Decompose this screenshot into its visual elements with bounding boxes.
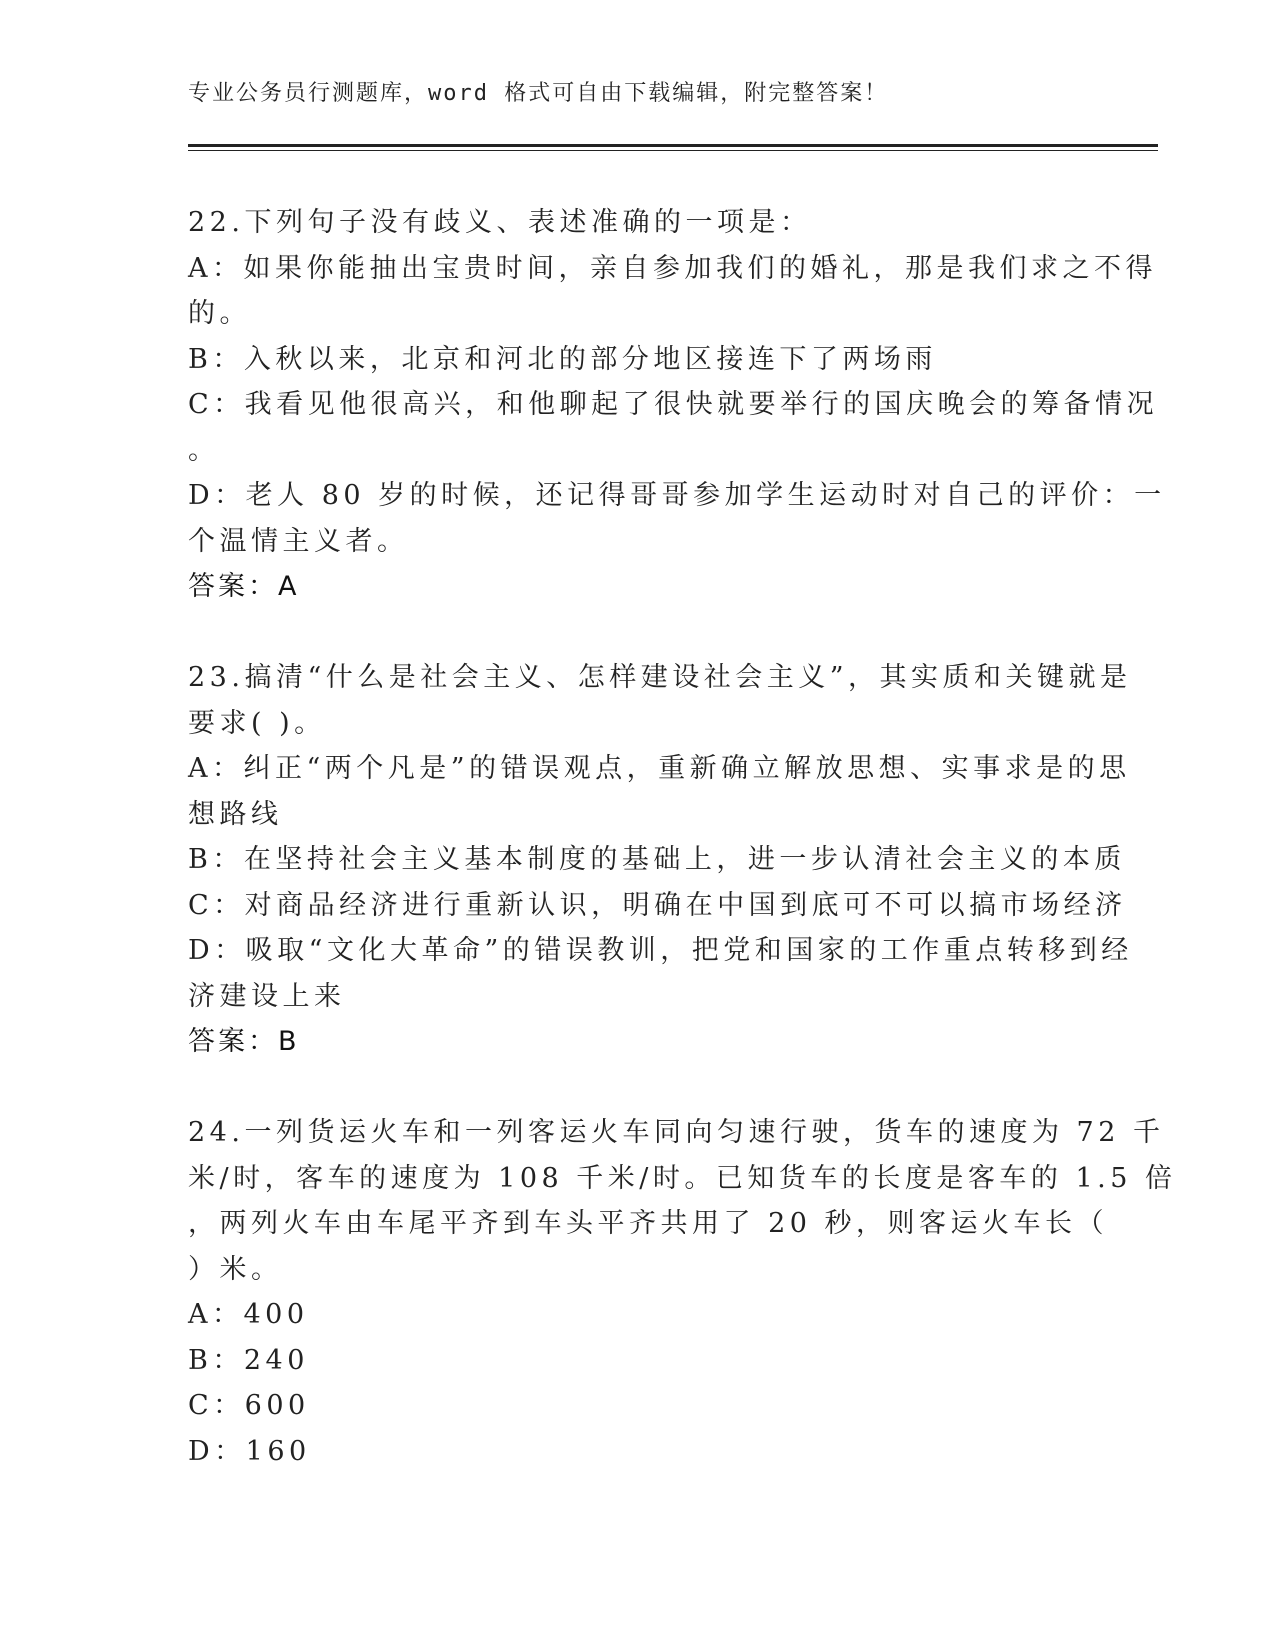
- question-line: ，两列火车由车尾平齐到车头平齐共用了 20 秒，则客运火车长（: [188, 1208, 1109, 1239]
- question-line: 米/时，客车的速度为 108 千米/时。已知货车的长度是客车的 1.5 倍: [188, 1162, 1177, 1194]
- header-rule-thick: [188, 144, 1158, 147]
- spacer: [188, 1065, 1088, 1111]
- spacer: [188, 610, 1088, 656]
- question-line: A：如果你能抽出宝贵时间，亲自参加我们的婚礼，那是我们求之不得: [188, 252, 1157, 284]
- question-line: 。: [188, 434, 220, 466]
- question-line: D：老人 80 岁的时候，还记得哥哥参加学生运动时对自己的评价：一: [188, 480, 1166, 511]
- page-header: 专业公务员行测题库，word 格式可自由下载编辑，附完整答案！: [188, 81, 889, 106]
- question-line: 济建设上来: [188, 980, 346, 1012]
- question-line: 23.搞清“什么是社会主义、怎样建设社会主义”，其实质和关键就是: [188, 662, 1132, 693]
- question-line: 24.一列货运火车和一列客运火车同向匀速行驶，货车的速度为 72 千: [188, 1117, 1165, 1148]
- answer-label: 答案：B: [188, 1026, 300, 1057]
- question-24: [188, 1110, 1177, 1474]
- question-line: A：纠正“两个凡是”的错误观点，重新确立解放思想、实事求是的思: [188, 753, 1131, 784]
- question-line: 个温情主义者。: [188, 525, 409, 557]
- question-line: 想路线: [188, 798, 283, 830]
- question-line: D：吸取“文化大革命”的错误教训，把党和国家的工作重点转移到经: [188, 935, 1133, 966]
- answer-label: 答案：A: [188, 571, 300, 602]
- question-line: C：我看见他很高兴，和他聊起了很快就要举行的国庆晚会的筹备情况: [188, 389, 1159, 420]
- question-line: ）米。: [188, 1253, 283, 1285]
- question-line: 22.下列句子没有歧义、表述准确的一项是：: [188, 207, 812, 238]
- header-rule-thin: [188, 150, 1158, 151]
- question-line: B：在坚持社会主义基本制度的基础上，进一步认清社会主义的本质: [188, 844, 1126, 875]
- question-line: D：160: [188, 1435, 311, 1467]
- question-line: B：240: [188, 1344, 309, 1376]
- question-line: 的。: [188, 298, 251, 329]
- question-line: B：入秋以来，北京和河北的部分地区接连下了两场雨: [188, 343, 937, 375]
- question-23: [188, 655, 1133, 1065]
- question-22: [188, 200, 1166, 610]
- question-line: 要求( )。: [188, 707, 326, 739]
- question-list: [188, 200, 1177, 1474]
- question-line: A：400: [188, 1299, 309, 1330]
- question-line: C：对商品经济进行重新认识，明确在中国到底可不可以搞市场经济: [188, 889, 1127, 921]
- question-line: C：600: [188, 1390, 310, 1421]
